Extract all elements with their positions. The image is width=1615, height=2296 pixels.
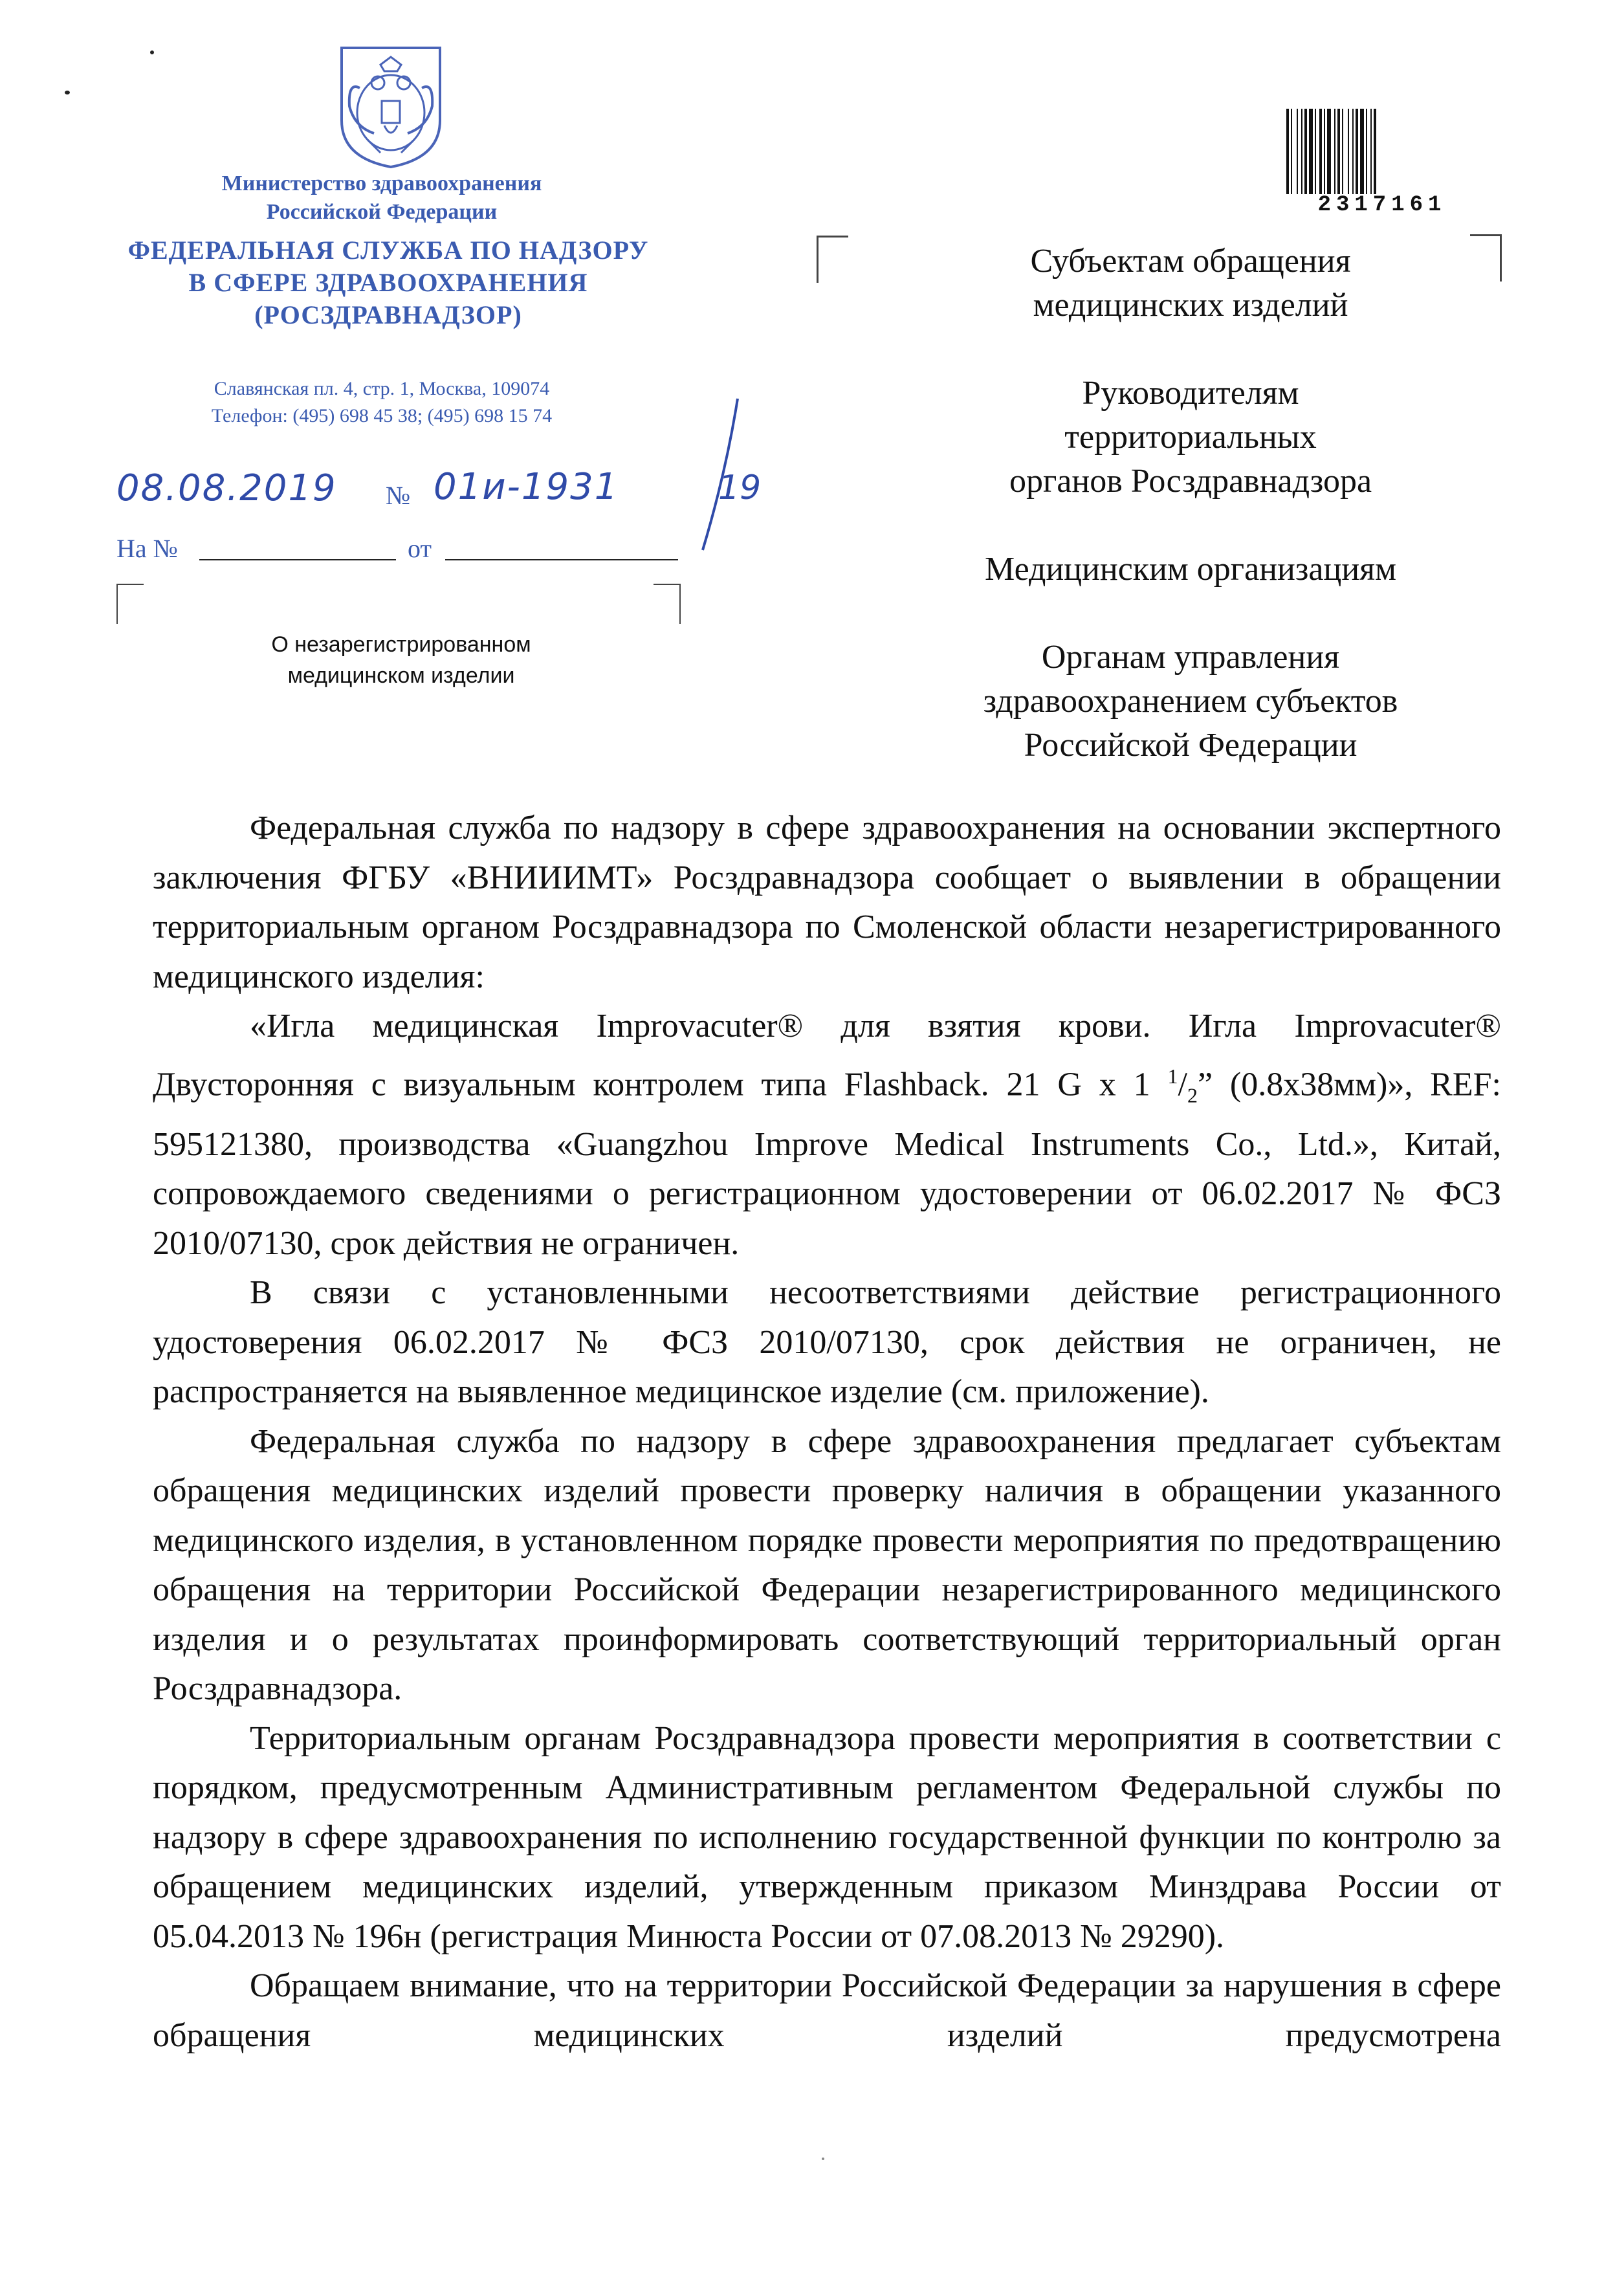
recipient-line: Руководителям [1082,375,1299,412]
registration-number-label: № [386,481,411,510]
ministry-line: Министерство здравоохранения [221,171,542,195]
address-line: Телефон: (495) 698 45 38; (495) 698 15 74 [211,405,553,426]
scan-speck [150,50,154,54]
coat-of-arms-emblem [335,43,446,170]
barcode-bar [1309,109,1313,194]
barcode-bar [1315,109,1316,194]
recipient-line: здравоохранением субъектов [983,683,1398,720]
barcode-bar [1356,109,1358,194]
ministry-line: Российской Федерации [266,200,498,224]
letter-subject [214,629,589,691]
registration-date: 08.08.2019 [116,467,337,509]
body-paragraph: В связи с установленными несоответствиями действие регистрационного удостоверения 06.02.2017 № ФСЗ 2010/07130, срок действия не ограничен, не распространяется на выявленное медицинское изделие (см. приложение). [153,1274,1501,1411]
recipient-line: Органам управления [1041,639,1340,676]
handwritten-slash [694,395,745,560]
registration-number: 01и-1931 [434,466,619,508]
body-paragraph: Федеральная служба по надзору в сфере здравоохранения предлагает субъектам обращения медицинских изделий провести проверку наличия в обращении указанного медицинского изделия, в установленном порядке провести мероприятия по предотвращению обращения на территории Российской Федерации незарегистрированного медицинского изделия и о результатах проинформировать соответствующий территориальный орган Росздравнадзора. [153,1422,1501,1708]
service-name [97,234,679,331]
scan-speck [822,2158,824,2160]
recipient-block [919,547,1462,591]
reply-from-blank [445,559,678,560]
subject-line: медицинском изделии [287,663,515,688]
body-paragraph: Федеральная служба по надзору в сфере здравоохранения на основании экспертного заключения ФГБУ «ВНИИИМТ» Росздравнадзора сообщает о выявлении в обращении территориальным органом Росздравнадзора по Смоленской области незарегистрированного медицинского изделия: [153,810,1501,995]
recipient-block [919,635,1462,767]
service-line: ФЕДЕРАЛЬНАЯ СЛУЖБА ПО НАДЗОРУ [127,236,649,265]
barcode-bar [1286,109,1289,194]
reply-number-label: На № [116,534,178,563]
barcode-bar [1327,109,1331,194]
subject-corner-left [116,584,144,624]
recipient-corner-right [1470,234,1502,281]
recipient-line: Субъектам обращения [1030,243,1351,280]
recipient-line: Медицинским организациям [985,551,1396,588]
reply-number-blank [199,559,396,560]
body-paragraph: Обращаем внимание, что на территории Российской Федерации за нарушения в сфере обращения медицинских изделий предусмотрена [153,1967,1501,2054]
subject-line: О незарегистрированном [271,632,531,657]
barcode-number: 2317161 [1317,193,1447,217]
barcode-bar [1301,109,1302,194]
barcode-bar [1374,109,1376,194]
barcode-bar [1348,109,1349,194]
body-text: ” (0.8х38мм)», REF: 595121380, производства «Guangzhou Improve Medical Instruments Co., Ltd.», Китай, сопровождаемого сведениями о регистрационном удостоверении от 06.02.2017 № ФСЗ 2010/07130, срок действия не ограничен. [153,1065,1501,1262]
barcode-bar [1304,109,1307,194]
registration-number-suffix: 19 [718,469,762,507]
service-line: В СФЕРЕ ЗДРАВООХРАНЕНИЯ [188,268,588,297]
subject-corner-right [654,584,681,624]
recipient-block [919,371,1462,503]
recipient-line: органов Росздравнадзора [1009,463,1372,500]
body-paragraph: «Игла медицинская Improvacuter® для взятия крови. Игла Improvacuter® Двусторонняя с визуальным контролем типа Flashback. 21 G x 1 $^1/_2$” (0.8х38мм)», REF: 595121380, производства «Guangzhou Improve Medical Instruments Co., Ltd.», Китай, сопровождаемого сведениями о регистрационном удостоверении от 06.02.2017 № ФСЗ 2010/07130, срок действия не ограничен. [153,1008,1501,1262]
barcode-bar [1297,109,1298,194]
reply-from-label: от [408,534,432,563]
recipient-block [919,239,1462,327]
ministry-name [149,170,615,226]
recipient-line: территориальных [1064,419,1317,456]
recipient-line: Российской Федерации [1024,727,1357,764]
barcode-bar [1337,109,1340,194]
fraction-denominator: 2 [1187,1083,1198,1107]
barcode-bar [1342,109,1343,194]
body-text: «Игла медицинская Improvacuter® для взятия крови. Игла Improvacuter® Двусторонняя с визуальным контролем типа Flashback. 21 G x 1 [153,1008,1501,1103]
fraction-numerator: 1 [1167,1064,1178,1088]
barcode [1285,109,1479,194]
sender-address [116,375,647,430]
body-paragraph: Территориальным органам Росздравнадзора провести мероприятия в соответствии с порядком, предусмотренным Административным регламентом Федеральной службы по надзору в сфере здравоохранения по исполнению государственной функции по контролю за обращением медицинских изделий, утвержденным приказом Минздрава России от 05.04.2013 № 196н (регистрация Минюста России от 07.08.2013 № 29290). [153,1719,1501,1955]
barcode-bar [1324,109,1325,194]
barcode-bar [1370,109,1372,194]
recipient-line: медицинских изделий [1033,287,1348,324]
letter-body [153,804,1501,2060]
barcode-bar [1334,109,1335,194]
service-line: (РОСЗДРАВНАДЗОР) [254,300,522,329]
barcode-bar [1366,109,1367,194]
recipient-corner-left [817,236,848,283]
scan-speck [65,91,70,94]
address-line: Славянская пл. 4, стр. 1, Москва, 109074 [214,378,550,399]
barcode-bar [1360,109,1364,194]
barcode-bar [1319,109,1322,194]
barcode-bar [1352,109,1354,194]
barcode-bar [1291,109,1292,194]
